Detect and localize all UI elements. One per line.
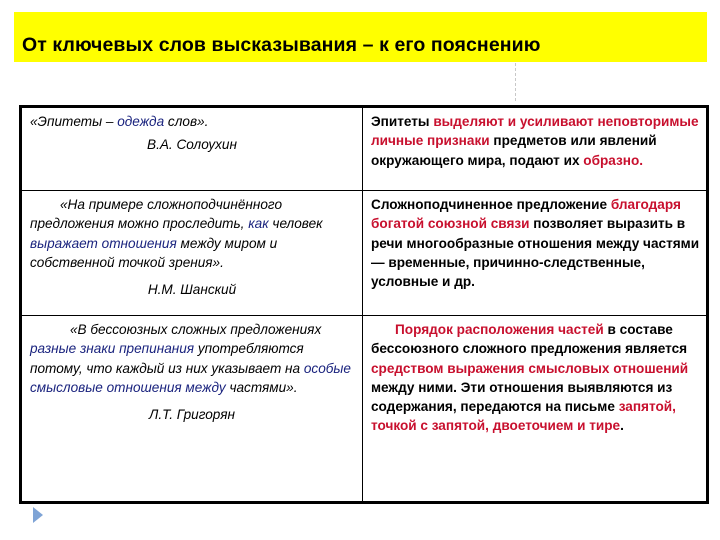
quote-text: «На примере сложноподчинённого предложения можно проследить, (30, 197, 283, 232)
explanation-highlight: средством выражения смысловых отношений (371, 360, 689, 376)
explanation-highlight: выделяют и усиливают неповторимые личные признаки (371, 114, 699, 149)
quote-author: В.А. Солоухин (147, 137, 237, 153)
guide-line (515, 63, 516, 101)
quote-highlight: как (248, 216, 269, 232)
explanation-text: между ними. Эти отношения выявляются из содержания, передаются на письме (371, 379, 673, 415)
explanation-text: Сложноподчиненное предложение (371, 197, 611, 212)
quote-author: Л.Т. Григорян (149, 407, 235, 423)
quote-highlight: выражает отношения (30, 235, 177, 251)
explanation-highlight: благодаря богатой союзной связи (371, 197, 681, 232)
explanation-cell-epithets (363, 108, 706, 190)
explanation-highlight: запятой, точкой с запятой, двоеточием и тире (371, 399, 676, 434)
explanation-cell-asyndetic (363, 316, 706, 501)
quote-highlight: одежда (117, 114, 165, 129)
explanation-text: Эпитеты (371, 114, 434, 129)
quote-author: Н.М. Шанский (147, 282, 237, 298)
quote-text: «В бессоюзных сложных предложениях (70, 322, 322, 337)
explanation-text: . (620, 418, 624, 434)
explanation-highlight: образно. (583, 152, 644, 168)
quote-text: употребляются потому, что каждый из них указывает на (30, 341, 304, 376)
explanation-highlight: Порядок расположения частей (395, 322, 604, 337)
quote-text: человек (268, 216, 323, 232)
explanation-cell-complex-sentence (363, 191, 706, 315)
explanation-text: в составе бессоюзного сложного предложения является (371, 322, 688, 357)
next-slide-arrow-icon[interactable] (33, 507, 43, 523)
explanation-text: предметов или явлений окружающего мира, подают их (371, 133, 657, 168)
quote-cell-soloukhin (22, 108, 362, 190)
quote-cell-shansky (22, 191, 362, 315)
comparison-table (19, 105, 709, 504)
quote-text: частями». (225, 379, 298, 395)
quote-cell-grigoryan (22, 316, 362, 501)
title-banner (14, 12, 707, 62)
quote-text: между миром и собственной точкой зрения». (30, 235, 278, 270)
slide-title: От ключевых слов высказывания – к его пояснению (22, 34, 541, 56)
quote-text: слов». (164, 114, 209, 129)
quote-text: «Эпитеты – (30, 114, 118, 129)
quote-highlight: особые смысловые отношения между (30, 360, 351, 395)
quote-highlight: разные знаки препинания (30, 341, 195, 357)
explanation-text: позволяет выразить в речи многообразные отношения между частями — временные, причинно-следственные, условные и др. (371, 216, 700, 290)
